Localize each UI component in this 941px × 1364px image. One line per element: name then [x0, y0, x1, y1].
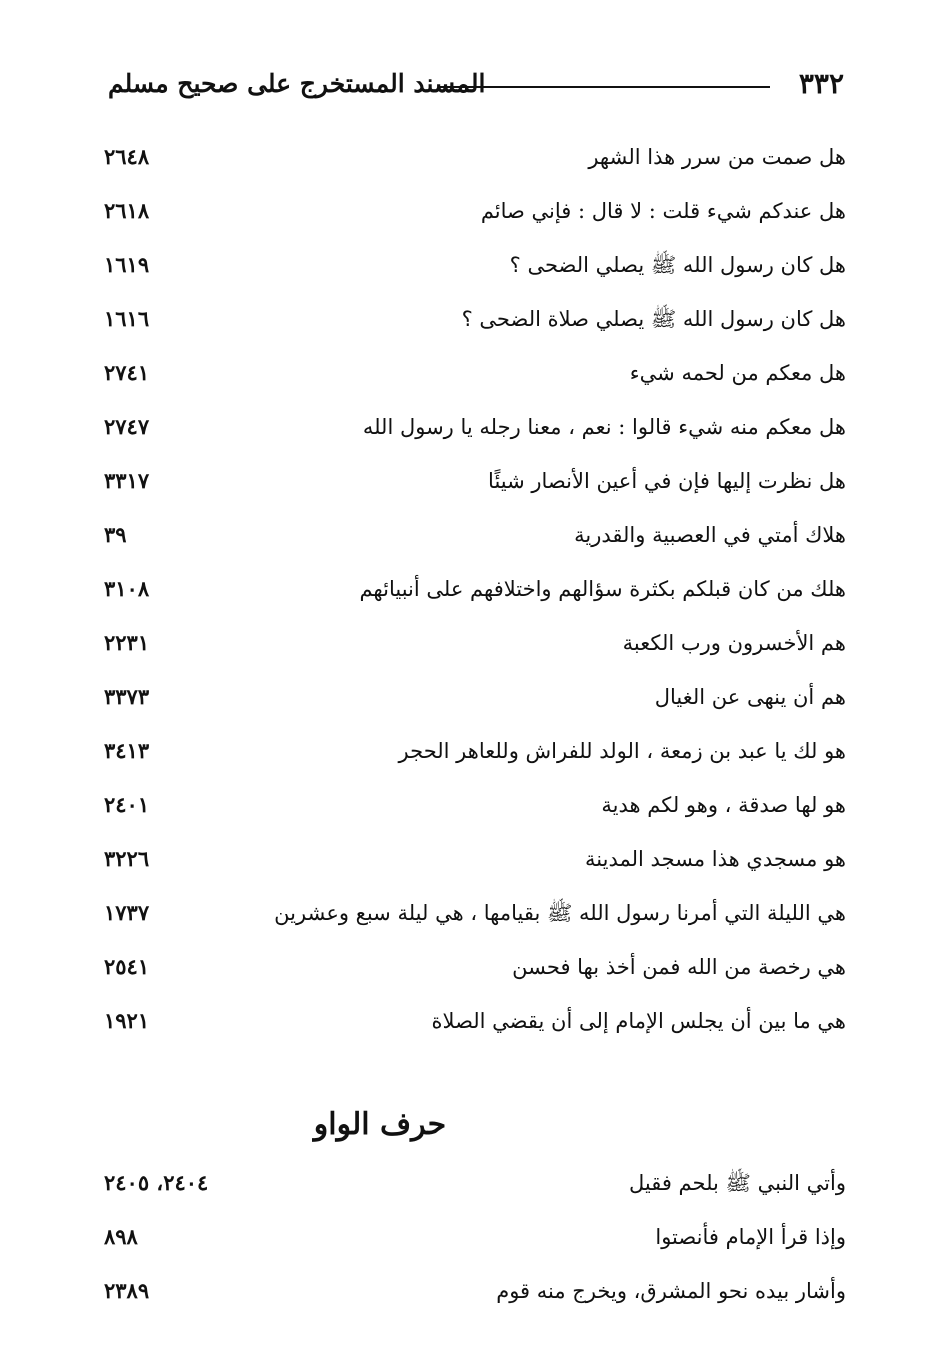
entry-text: هي الليلة التي أمرنا رسول الله ﷺ بقيامها ، هي ليلة سبع وعشرين	[274, 901, 846, 925]
entry-text: وإذا قرأ الإمام فأنصتوا	[655, 1225, 846, 1249]
page-number: ٣٣٢	[798, 67, 844, 100]
entry-ref: ٢٦٤٨	[104, 144, 150, 169]
entry-ref: ١٦١٦	[104, 306, 150, 331]
index-entry	[104, 132, 846, 186]
entry-ref: ٣١٠٨	[104, 576, 150, 601]
index-entry	[104, 618, 846, 672]
index-entry	[104, 1266, 846, 1320]
entry-ref: ٢٥٤١	[104, 954, 150, 979]
index-entry	[104, 456, 846, 510]
entry-ref: ١٧٣٧	[104, 900, 150, 925]
index-entry	[104, 726, 846, 780]
entry-ref: ٢٤٠١	[104, 792, 150, 817]
section-heading: حرف الواو	[313, 1107, 447, 1142]
entry-ref: ١٦١٩	[104, 252, 150, 277]
entry-text: هل عندكم شيء قلت : لا قال : فإني صائم	[480, 199, 846, 223]
entry-ref: ٢٦١٨	[104, 198, 150, 223]
entry-text: هم الأخسرون ورب الكعبة	[622, 631, 846, 655]
entry-ref: ٢٣٨٩	[104, 1278, 150, 1303]
entry-ref: ٢٧٤٧	[104, 414, 150, 439]
entry-text: هي ما بين أن يجلس الإمام إلى أن يقضي الصلاة	[431, 1009, 846, 1033]
index-entry	[104, 402, 846, 456]
entry-ref: ٣٣٧٣	[104, 684, 150, 709]
entry-ref: ٣٩	[104, 522, 127, 547]
entry-ref: ٢٤٠٤، ٢٤٠٥	[104, 1170, 209, 1195]
index-entry	[104, 294, 846, 348]
entry-ref: ٣٣١٧	[104, 468, 150, 493]
index-entry	[104, 348, 846, 402]
index-entry	[104, 780, 846, 834]
index-entry	[104, 1212, 846, 1266]
index-entry	[104, 888, 846, 942]
header-rule	[438, 86, 770, 88]
entry-text: هو لك يا عبد بن زمعة ، الولد للفراش وللعاهر الحجر	[398, 739, 846, 763]
index-entry	[104, 186, 846, 240]
entry-ref: ٢٢٣١	[104, 630, 150, 655]
book-title: المسند المستخرج على صحيح مسلم	[108, 69, 486, 98]
entry-ref: ٣٢٢٦	[104, 846, 150, 871]
index-entry	[104, 510, 846, 564]
entry-text: هل كان رسول الله ﷺ يصلي الضحى ؟	[509, 253, 846, 277]
index-entry	[104, 1158, 846, 1212]
entry-text: هي رخصة من الله فمن أخذ بها فحسن	[512, 955, 846, 979]
entry-text: هل معكم من لحمه شيء	[629, 361, 846, 385]
entry-text: هلاك أمتي في العصبية والقدرية	[574, 523, 846, 547]
entry-text: هو لها صدقة ، وهو لكم هدية	[601, 793, 846, 817]
index-entry	[104, 942, 846, 996]
entry-text: هل صمت من سرر هذا الشهر	[588, 145, 846, 169]
index-entry	[104, 672, 846, 726]
page-header	[108, 64, 844, 108]
entry-text: هل معكم منه شيء قالوا : نعم ، معنا رجله يا رسول الله	[362, 415, 846, 439]
entry-ref: ٣٤١٣	[104, 738, 150, 763]
index-entry	[104, 996, 846, 1050]
index-entry	[104, 564, 846, 618]
entry-text: هم أن ينهى عن الغيال	[654, 685, 846, 709]
entry-ref: ٢٧٤١	[104, 360, 150, 385]
index-entry	[104, 834, 846, 888]
entry-text: وأشار بيده نحو المشرق، ويخرج منه قوم	[496, 1279, 846, 1303]
entry-text: هل نظرت إليها فإن في أعين الأنصار شيئًا	[488, 469, 846, 493]
index-entry	[104, 240, 846, 294]
entry-text: هو مسجدي هذا مسجد المدينة	[585, 847, 846, 871]
entry-text: هل كان رسول الله ﷺ يصلي صلاة الضحى ؟	[461, 307, 846, 331]
entry-text: هلك من كان قبلكم بكثرة سؤالهم واختلافهم على أنبيائهم	[359, 577, 846, 601]
entry-ref: ٨٩٨	[104, 1224, 138, 1249]
entry-ref: ١٩٢١	[104, 1008, 150, 1033]
entry-text: وأتي النبي ﷺ بلحم فقيل	[628, 1171, 846, 1195]
